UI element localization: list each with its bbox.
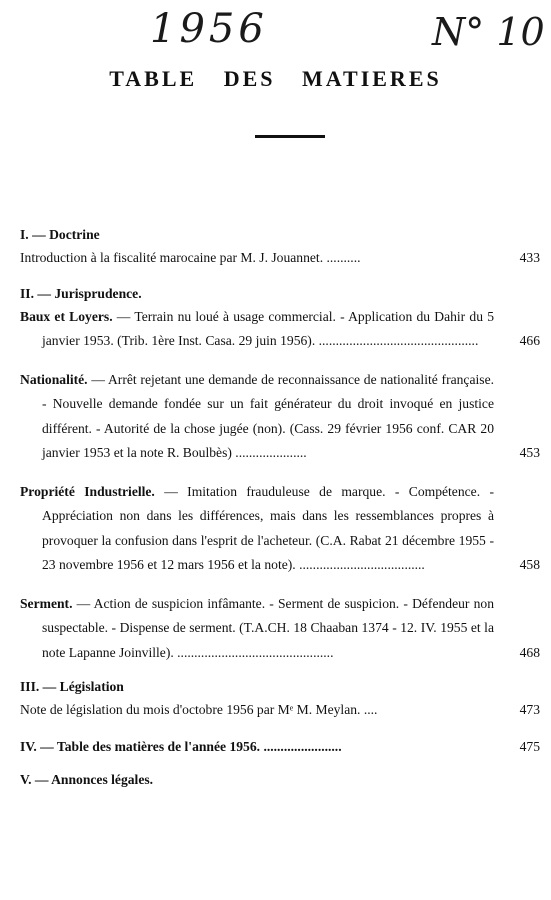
toc-entry-legislation (20, 698, 540, 723)
section-heading-legislation: III. — Législation (20, 679, 124, 694)
section-heading-jurisprudence: II. — Jurisprudence. (20, 285, 142, 301)
toc-entry-page: 458 (519, 557, 540, 572)
toc-entry-page: 433 (519, 250, 540, 265)
toc-entry-page: 466 (519, 333, 540, 348)
toc-entry-text: Note de législation du mois d'octobre 1956 par Mᵉ M. Meylan. .... (20, 702, 378, 717)
entry-text: — Terrain nu loué à usage commercial. - Application du Dahir du 5 janvier 1953. (Trib. 1ère Inst. Casa. 29 juin 1956). ............................................... (42, 308, 494, 348)
handwritten-year: 1956 (150, 6, 268, 52)
toc-entry-baux-loyers (20, 305, 540, 354)
toc-entry-text: IV. — Table des matières de l'année 1956. ....................... (20, 738, 342, 754)
toc-entry-propriete-industrielle (20, 480, 540, 578)
toc-entry-nationalite (20, 368, 540, 466)
entry-text: — Action de suspicion infâmante. - Serment de suspicion. - Défendeur non suspectable. - Dispense de serment. (T.A.CH. 18 Chaaban 1374 - 12. IV. 1955 et la note Lapanne Joinville). .............................................. (42, 595, 494, 660)
toc-entry-serment (20, 592, 540, 666)
entry-text: — Arrêt rejetant une demande de reconnaissance de nationalité française. - Nouvelle demande fondée sur un fait générateur du droit invoqué en justice différent. - Autorité de la chose jugée (non). (Cass. 29 février 1956 conf. CAR 20 janvier 1953 et la note R. Boulbès) ..................... (42, 371, 494, 460)
toc-entry-page: 453 (519, 445, 540, 460)
toc-entry-table-annee (20, 735, 540, 760)
entry-lead: Serment. (20, 595, 73, 611)
toc-entry-doctrine (20, 246, 540, 271)
entry-text: — Imitation frauduleuse de marque. - Compétence. - Appréciation non dans les différences, mais dans les ressemblances propres à provoquer la confusion dans l'esprit de l'acheteur. (C.A. Rabat 21 décembre 1955 - 23 novembre 1956 et 12 mars 1956 et la note). ..................................... (42, 483, 494, 572)
toc-entry-page: 468 (519, 644, 540, 660)
entry-lead: Propriété Industrielle. (20, 483, 155, 499)
section-heading-doctrine: I. — Doctrine (20, 227, 100, 242)
toc-entry-page: 475 (519, 738, 540, 754)
section-heading-annonces: V. — Annonces légales. (20, 772, 154, 787)
handwritten-issue-number: N° 10 (432, 10, 545, 54)
page-title: TABLE DES MATIERES (109, 66, 442, 91)
toc-entry-page: 473 (519, 702, 540, 717)
title-underline (255, 135, 325, 138)
toc-entry-text: Introduction à la fiscalité marocaine par M. J. Jouannet. .......... (20, 250, 361, 265)
entry-lead: Baux et Loyers. (20, 308, 113, 324)
entry-lead: Nationalité. (20, 371, 88, 387)
table-of-contents (20, 224, 540, 791)
